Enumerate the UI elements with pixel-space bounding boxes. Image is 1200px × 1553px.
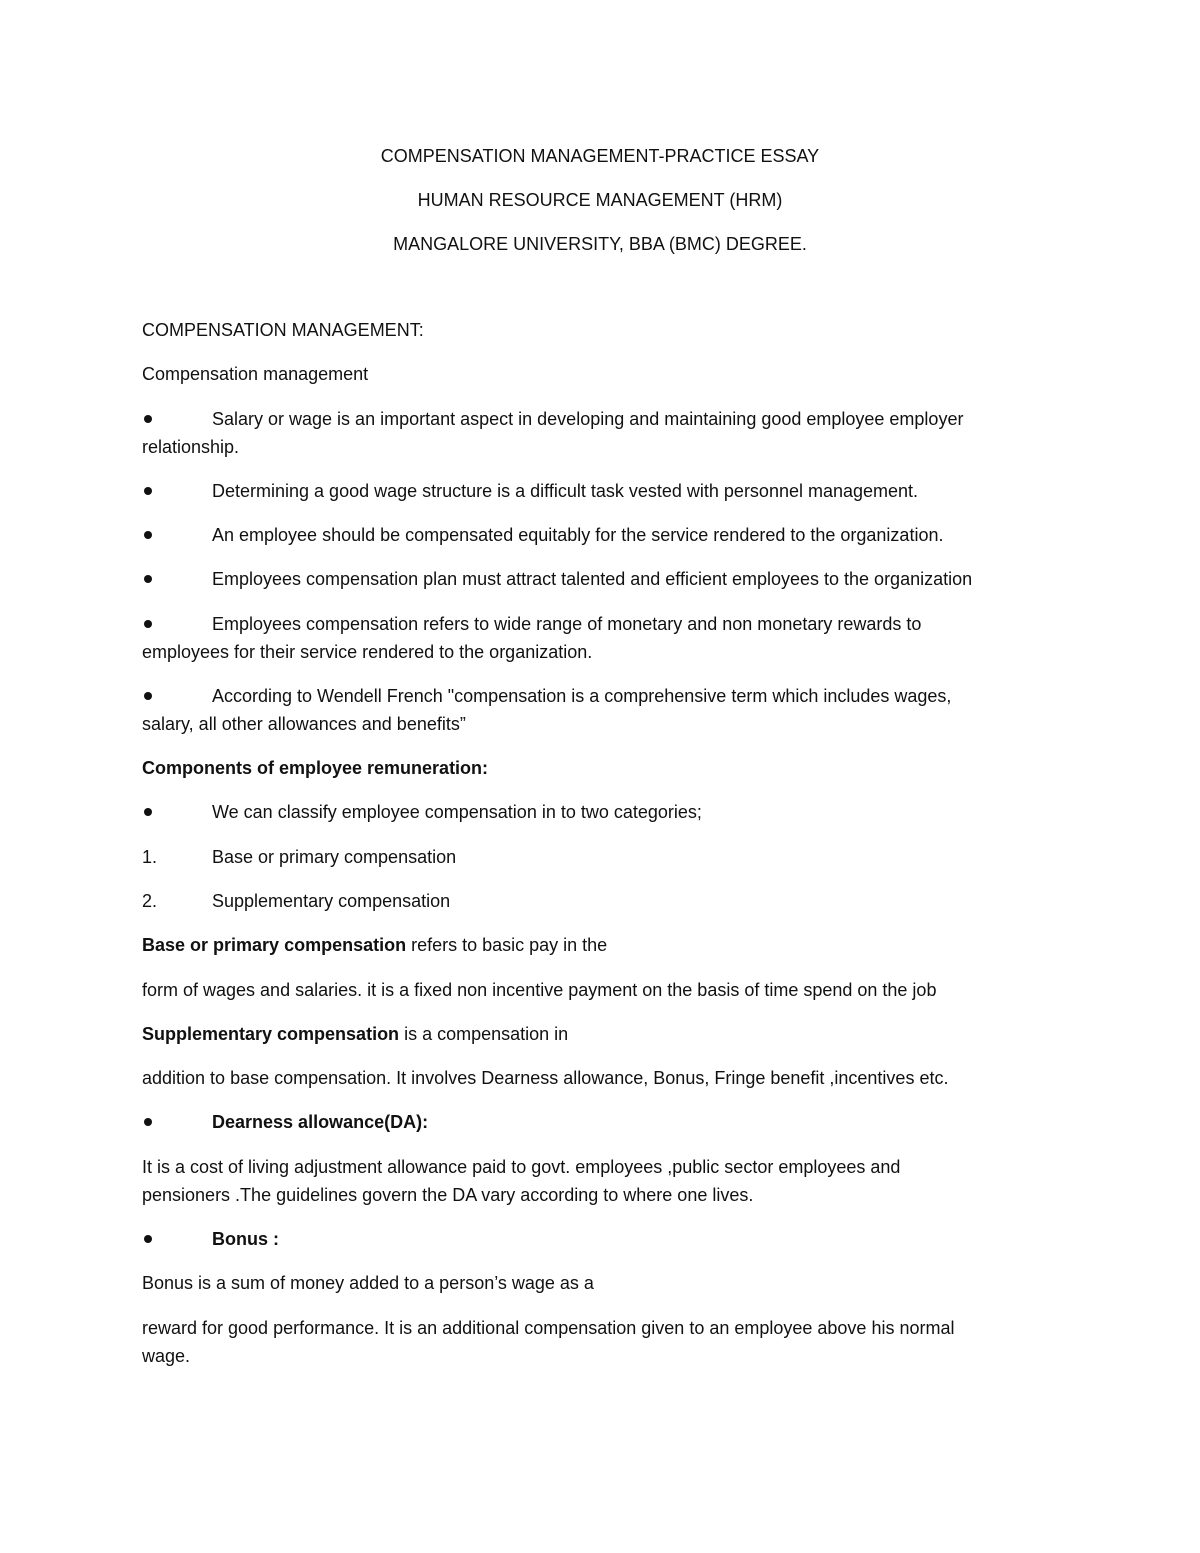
supplementary-compensation-term: Supplementary compensation [142,1024,400,1044]
bullet-text: Determining a good wage structure is a difficult task vested with personnel management. [212,481,919,501]
bullet-text: We can classify employee compensation in to two categories; [212,802,702,822]
bullet-icon [142,798,154,826]
bullet-icon [142,521,154,549]
list-number: 2. [142,891,158,911]
base-compensation-paragraph [142,931,607,959]
bullet-icon [142,1108,154,1136]
supplementary-compensation-text: is a compensation in [399,1024,569,1044]
list-number: 1. [142,847,158,867]
base-compensation-term: Base or primary compensation [142,935,407,955]
bullet-icon [142,1225,154,1253]
bonus-line-1: Bonus is a sum of money added to a person’s wage as a [142,1273,594,1293]
bullet-text: Salary or wage is an important aspect in developing and maintaining good employee employer [212,409,964,429]
supplementary-compensation-line-2: addition to base compensation. It involves Dearness allowance, Bonus, Fringe benefit ,incentives etc. [142,1068,949,1088]
bonus-line-2: reward for good performance. It is an additional compensation given to an employee above his normal [142,1318,955,1338]
components-heading: Components of employee remuneration: [142,758,489,778]
bullet-icon [142,565,154,593]
bullet-text-continued: salary, all other allowances and benefits” [142,714,466,734]
bullet-icon [142,477,154,505]
bonus-heading: Bonus : [212,1229,279,1249]
supplementary-compensation-paragraph [142,1020,568,1048]
list-item: Base or primary compensation [212,847,457,867]
bullet-text: An employee should be compensated equitably for the service rendered to the organization. [212,525,944,545]
title-line-1: COMPENSATION MANAGEMENT-PRACTICE ESSAY [380,146,820,166]
title-line-3: MANGALORE UNIVERSITY, BBA (BMC) DEGREE. [393,234,807,254]
subheading: Compensation management [142,364,369,384]
bullet-icon [142,682,154,710]
bullet-icon [142,610,154,638]
bullet-text: According to Wendell French "compensation is a comprehensive term which includes wages, [212,686,952,706]
list-item: Supplementary compensation [212,891,451,911]
bullet-icon [142,405,154,433]
bullet-text-continued: relationship. [142,437,240,457]
bullet-text-continued: employees for their service rendered to the organization. [142,642,593,662]
dearness-allowance-heading: Dearness allowance(DA): [212,1112,429,1132]
bullet-text: Employees compensation refers to wide range of monetary and non monetary rewards to [212,614,922,634]
dearness-allowance-line-1: It is a cost of living adjustment allowance paid to govt. employees ,public sector employees and [142,1157,901,1177]
section-heading: COMPENSATION MANAGEMENT: [142,320,424,340]
bullet-text: Employees compensation plan must attract talented and efficient employees to the organization [212,569,973,589]
title-line-2: HUMAN RESOURCE MANAGEMENT (HRM) [417,190,783,210]
base-compensation-line-2: form of wages and salaries. it is a fixed non incentive payment on the basis of time spend on the job [142,980,937,1000]
base-compensation-text: refers to basic pay in the [406,935,608,955]
dearness-allowance-line-2: pensioners .The guidelines govern the DA vary according to where one lives. [142,1185,754,1205]
bonus-line-3: wage. [142,1346,191,1366]
